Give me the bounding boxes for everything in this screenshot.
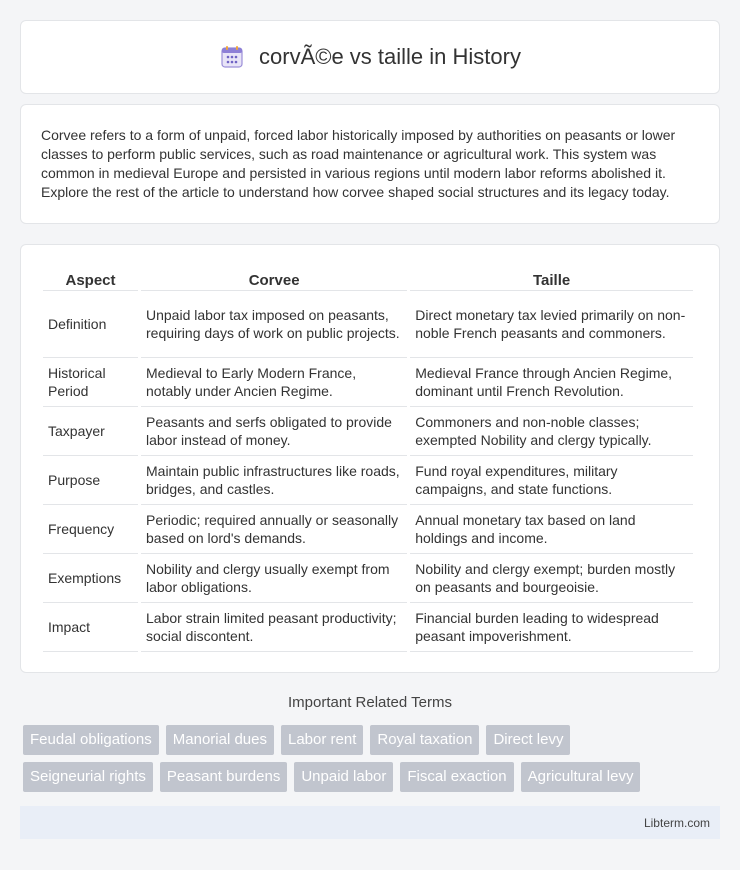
related-terms (23, 725, 723, 799)
row-corvee: Labor strain limited peasant productivity; social discontent. (141, 603, 407, 652)
table-row (43, 358, 693, 407)
row-corvee: Maintain public infrastructures like roads, bridges, and castles. (141, 456, 407, 505)
row-taille: Fund royal expenditures, military campaigns, and state functions. (410, 456, 693, 505)
row-corvee: Medieval to Early Modern France, notably under Ancien Regime. (141, 358, 407, 407)
row-aspect: Taxpayer (43, 407, 138, 456)
row-aspect: Frequency (43, 505, 138, 554)
table-header-row (43, 265, 693, 291)
calendar-icon (219, 44, 245, 70)
row-aspect: Definition (43, 291, 138, 358)
related-terms-title: Important Related Terms (288, 694, 452, 711)
tag-seigneurial-rights[interactable]: Seigneurial rights (23, 762, 153, 792)
row-taille: Direct monetary tax levied primarily on non-noble French peasants and commoners. (410, 291, 693, 358)
row-aspect: Historical Period (43, 358, 138, 407)
row-corvee: Peasants and serfs obligated to provide labor instead of money. (141, 407, 407, 456)
tag-unpaid-labor[interactable]: Unpaid labor (294, 762, 393, 792)
row-aspect: Exemptions (43, 554, 138, 603)
header-corvee: Corvee (141, 265, 407, 291)
row-corvee: Periodic; required annually or seasonally based on lord's demands. (141, 505, 407, 554)
table-row (43, 505, 693, 554)
tag-row (23, 725, 723, 755)
comparison-table (40, 265, 696, 652)
table-row (43, 456, 693, 505)
header-aspect: Aspect (43, 265, 138, 291)
row-taille: Commoners and non-noble classes; exempted Nobility and clergy typically. (410, 407, 693, 456)
tag-fiscal-exaction[interactable]: Fiscal exaction (400, 762, 513, 792)
intro-card (20, 104, 720, 224)
tag-feudal-obligations[interactable]: Feudal obligations (23, 725, 159, 755)
row-corvee: Unpaid labor tax imposed on peasants, requiring days of work on public projects. (141, 291, 407, 358)
tag-direct-levy[interactable]: Direct levy (486, 725, 570, 755)
table-row (43, 291, 693, 358)
tag-row (23, 762, 723, 792)
footer-link[interactable]: Libterm.com (643, 815, 710, 830)
header-taille: Taille (410, 265, 693, 291)
row-aspect: Purpose (43, 456, 138, 505)
row-aspect: Impact (43, 603, 138, 652)
row-taille: Nobility and clergy exempt; burden mostly on peasants and bourgeoisie. (410, 554, 693, 603)
intro-text: Corvee refers to a form of unpaid, forced labor historically imposed by authorities on peasants or lower classes to perform public services, such as road maintenance or agricultural work. This system was common in medieval Europe and persisted in various regions until modern labor reforms abolished it. Explore the rest of the article to understand how corvee shaped social structures and its legacy today. (41, 127, 676, 200)
table-row (43, 554, 693, 603)
table-row (43, 407, 693, 456)
row-taille: Medieval France through Ancien Regime, dominant until French Revolution. (410, 358, 693, 407)
row-taille: Annual monetary tax based on land holdings and income. (410, 505, 693, 554)
tag-peasant-burdens[interactable]: Peasant burdens (160, 762, 287, 792)
tag-labor-rent[interactable]: Labor rent (281, 725, 363, 755)
tag-manorial-dues[interactable]: Manorial dues (166, 725, 274, 755)
header-card (20, 20, 720, 94)
table-row (43, 603, 693, 652)
comparison-card (20, 244, 720, 673)
row-taille: Financial burden leading to widespread peasant impoverishment. (410, 603, 693, 652)
row-corvee: Nobility and clergy usually exempt from labor obligations. (141, 554, 407, 603)
footer (20, 806, 720, 839)
tag-agricultural-levy[interactable]: Agricultural levy (521, 762, 641, 792)
page-title: corvÃ©e vs taille in History (259, 44, 521, 69)
tag-royal-taxation[interactable]: Royal taxation (370, 725, 479, 755)
